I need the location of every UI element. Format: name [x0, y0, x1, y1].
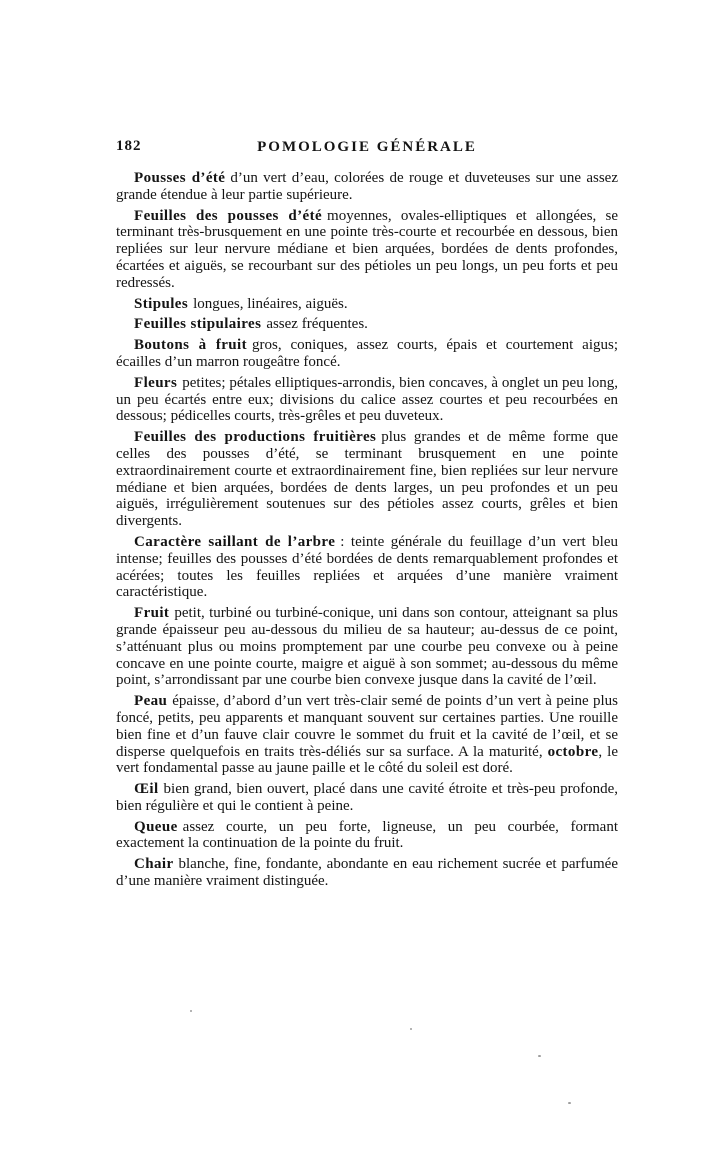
entry-text: assez courte, un peu forte, ligneuse, un peu courbée, formant exactement la continuation de la pointe du fruit. [116, 818, 618, 852]
entry-text: blanche, fine, fondante, abondante en eau richement sucrée et parfumée d’une manière vraiment distinguée. [116, 856, 618, 890]
entry-text: : teinte générale du feuillage d’un vert bleu intense; feuilles des pousses d’été bordées de dents remarquablement profondes et acérées; toutes les feuilles repliées et arquées d’une manière vraiment caractéristique. [116, 533, 618, 601]
entry-term: Caractère saillant de l’arbre [134, 533, 336, 550]
entry-queue [116, 819, 618, 853]
entry-feuilles-des-pousses-dete [116, 208, 618, 292]
entry-text: petites; pétales elliptiques-arrondis, bien concaves, à onglet un peu long, un peu écartés entre eux; divisions du calice assez courtes et peu recourbées en dessous; pédicelles courts, très-grêles et peu duveteux. [116, 374, 618, 425]
entry-term: Stipules [134, 295, 189, 312]
scan-speck [190, 1010, 192, 1012]
entry-text: moyennes, ovales-elliptiques et allongées, se terminant très-brusquement en une pointe très-courte et recourbée en dessous, bien repliées sur leur nervure médiane et bien arquées, bordées de dents profondes, écartées et aiguës, se recourbant sur des pétioles un peu longs, un peu forts et peu redressés. [116, 207, 618, 291]
entry-text: gros, coniques, assez courts, épais et courtement aigus; écailles d’un marron rougeâtre foncé. [116, 337, 618, 370]
scan-speck [568, 1102, 571, 1104]
scan-speck [410, 1028, 412, 1030]
entry-oeil [116, 781, 618, 815]
entry-term: Boutons à fruit [134, 337, 247, 354]
entry-term: Queue [134, 818, 178, 835]
page-content [116, 138, 618, 894]
entry-term: Fleurs [134, 374, 178, 391]
entry-term: Feuilles des pousses d’été [134, 207, 323, 224]
scan-speck [538, 1055, 541, 1057]
entry-boutons-a-fruit [116, 337, 618, 371]
entry-chair [116, 856, 618, 890]
entry-term: Feuilles des productions fruitières [134, 429, 377, 446]
entry-pousses-dete [116, 170, 618, 204]
entry-stipules [116, 296, 618, 313]
entry-text-before: épaisse, d’abord d’un vert très-clair semé de points d’un vert à peine plus foncé, petits, peu apparents et manquant souvent sur certaines parties. Une rouille bien fine et d’un fauve clair couvre le sommet du fruit et la cavité de l’œil, et se disperse quelquefois en traits très-déliés sur sa surface. A la maturité, [116, 693, 618, 760]
entry-term: Œil [134, 781, 159, 798]
entry-feuilles-stipulaires [116, 316, 618, 333]
entry-text: bien grand, bien ouvert, placé dans une cavité étroite et très-peu profonde, bien régulière et qui le contient à peine. [116, 781, 618, 814]
page-title: POMOLOGIE GÉNÉRALE [257, 139, 477, 155]
page-number: 182 [116, 138, 142, 154]
entry-bold-word-octobre: octobre [547, 743, 599, 760]
entry-text: d’un vert d’eau, colorées de rouge et duveteuses sur une assez grande étendue à leur partie supérieure. [116, 170, 618, 203]
entry-term: Chair [134, 856, 174, 873]
page-header [116, 138, 618, 160]
entry-term: Pousses d’été [134, 170, 226, 186]
entry-caractere-saillant-de-larbre [116, 534, 618, 601]
entry-term: Feuilles stipulaires [134, 316, 262, 333]
entry-fruit [116, 605, 618, 689]
entry-fleurs [116, 375, 618, 425]
entry-text: plus grandes et de même forme que celles des pousses d’été, se terminant brusquement en une pointe extraordinairement courte et extraordinairement fine, bien repliées sur leur nervure médiane et bien arquées, bordées de dents larges, un peu profondes et un peu aiguës, irrégulièrement soutenues sur des pétioles assez courts, grêles et bien divergents. [116, 429, 618, 530]
entry-term: Fruit [134, 605, 170, 622]
entry-feuilles-des-productions-fruitieres [116, 429, 618, 530]
entry-text: assez fréquentes. [266, 316, 368, 333]
entry-text-after: , le vert fondamental passe au jaune paille et le côté du soleil est doré. [116, 743, 618, 777]
entry-peau [116, 693, 618, 777]
entry-text: petit, turbiné ou turbiné-conique, uni dans son contour, atteignant sa plus grande épaisseur peu au-dessous du milieu de sa hauteur; au-dessus de ce point, s’atténuant plus ou moins promptement par une courbe peu convexe ou à peine concave en une pointe courte, maigre et aiguë à son sommet; au-dessous du même point, s’arrondissant par une courbe bien convexe jusque dans la cavité de l’œil. [116, 605, 618, 689]
entry-text: longues, linéaires, aiguës. [193, 295, 348, 312]
entry-term: Peau [134, 693, 168, 710]
